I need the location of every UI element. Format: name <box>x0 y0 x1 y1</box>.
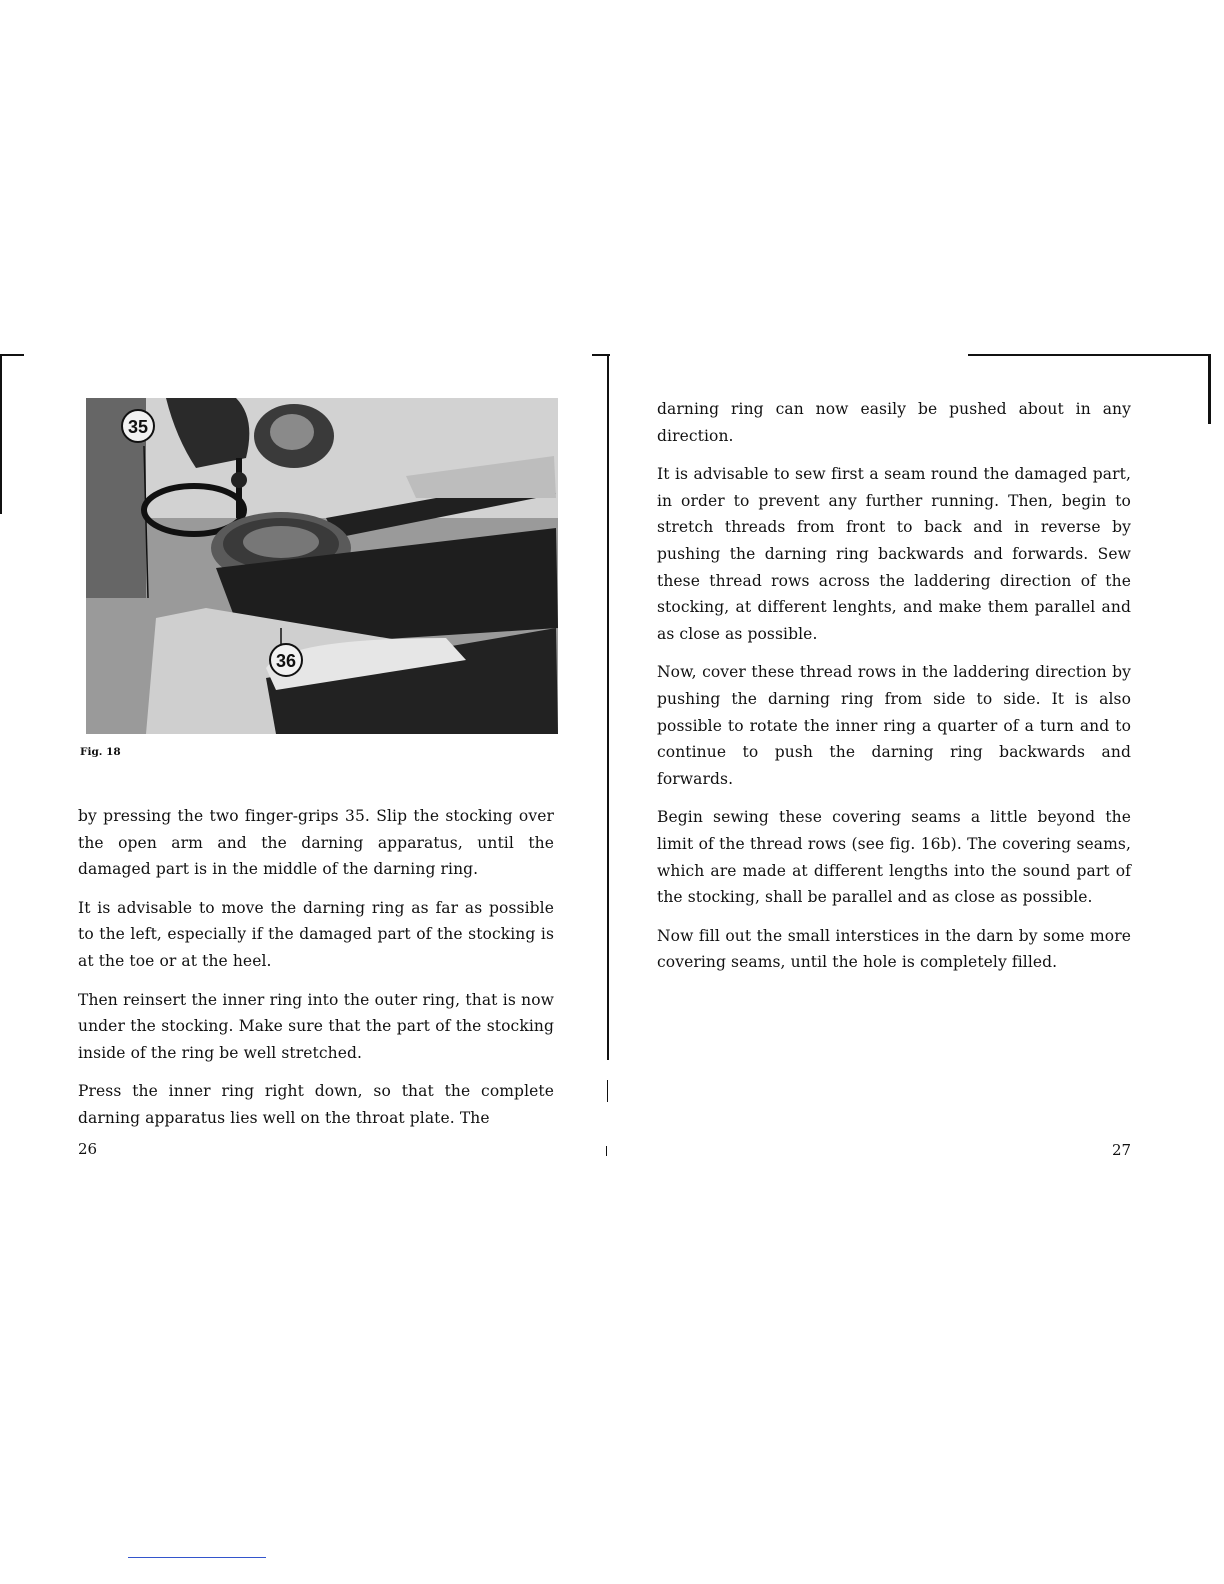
callout-35: 35 <box>127 417 149 437</box>
figure-18-photo <box>86 398 558 734</box>
center-fold-tick-1 <box>607 1080 608 1102</box>
left-paragraph: Then reinsert the inner ring into the outer ring, that is now under the stocking. Make sure that the part of the stocking inside of the ring be well stretched. <box>78 990 554 1062</box>
left-page-body <box>78 803 554 1144</box>
right-page-number: 27 <box>1112 1141 1132 1159</box>
right-scan-edge-vertical <box>1208 354 1211 424</box>
left-paragraph: Press the inner ring right down, so that the complete darning apparatus lies well on the throat plate. The <box>78 1082 554 1127</box>
right-paragraph: darning ring can now easily be pushed about in any direction. <box>657 400 1131 445</box>
center-fold-line <box>607 355 609 1060</box>
right-paragraph: Now fill out the small interstices in the darn by some more covering seams, until the hole is completely filled. <box>657 926 1131 972</box>
callout-36: 36 <box>275 651 297 671</box>
bottom-underline <box>128 1557 266 1558</box>
left-paragraph: It is advisable to move the darning ring as far as possible to the left, especially if the damaged part of the stocking is at the toe or at the heel. <box>78 898 554 970</box>
right-scan-edge <box>968 354 1210 356</box>
left-paragraph: by pressing the two finger-grips 35. Slip the stocking over the open arm and the darning apparatus, until the damaged part is in the middle of the darning ring. <box>78 807 554 879</box>
center-fold-tick-2 <box>606 1146 607 1156</box>
left-scan-edge <box>0 354 24 356</box>
left-page-number: 26 <box>78 1140 98 1158</box>
right-paragraph: Now, cover these thread rows in the laddering direction by pushing the darning ring from side to side. It is also possible to rotate the inner ring a quarter of a turn and to continue to push the darning ring backwards and forwards. <box>657 663 1131 788</box>
right-page-body <box>657 396 1131 988</box>
left-scan-edge-vertical <box>0 354 2 514</box>
right-paragraph: Begin sewing these covering seams a little beyond the limit of the thread rows (see fig. 16b). The covering seams, which are made at different lengths into the sound part of the stocking, shall be parallel and as close as possible. <box>657 808 1131 907</box>
right-paragraph: It is advisable to sew first a seam round the damaged part, in order to prevent any further running. Then, begin to stretch threads from front to back and in reverse by pushing the darning ring backwards and forwards. Sew these thread rows across the laddering direction of the stocking, at different lenghts, and make them parallel and as close as possible. <box>657 465 1131 643</box>
figure-caption: Fig. 18 <box>80 746 121 758</box>
